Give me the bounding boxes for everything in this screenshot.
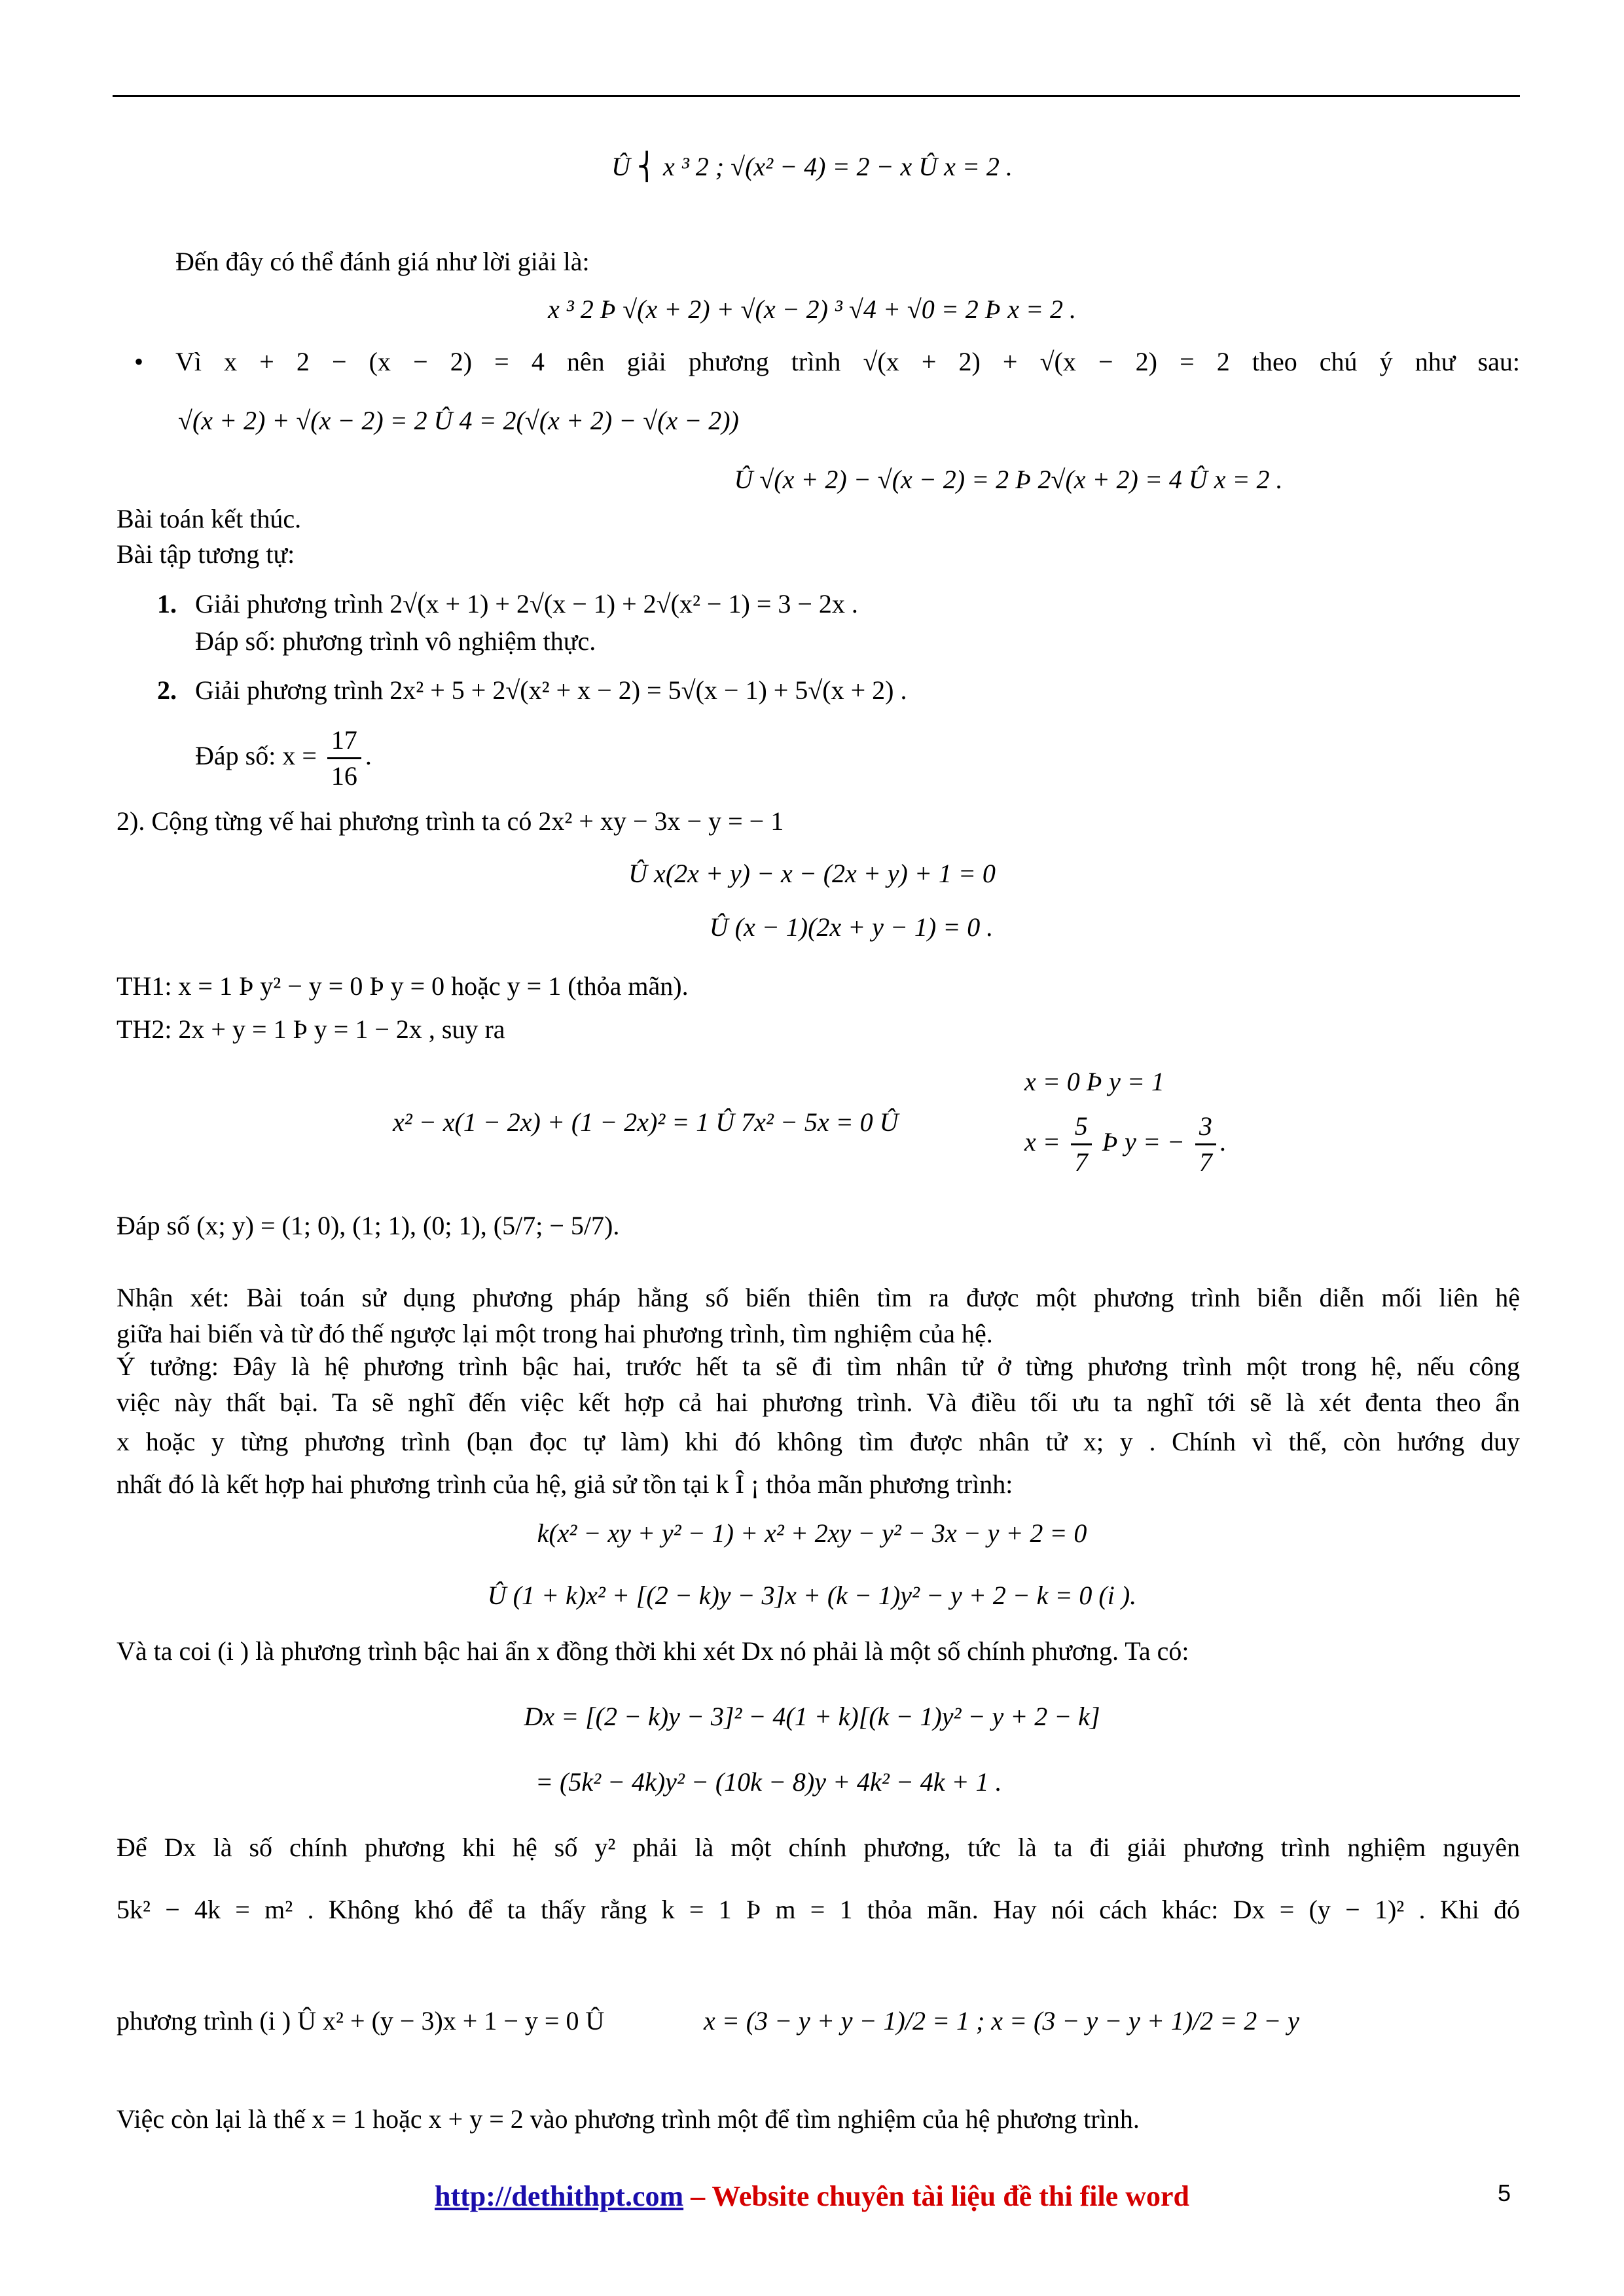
equation-line: Û x(2x + y) − x − (2x + y) + 1 = 0 — [628, 859, 996, 888]
page-number: 5 — [1498, 2179, 1511, 2206]
fraction-numerator: 5 — [1071, 1109, 1092, 1145]
footer-link[interactable]: http://dethithpt.com — [435, 2180, 684, 2212]
text-line: Và ta coi (i ) là phương trình bậc hai ẩn x đồng thời khi xét Dx nó phải là một số chính phương. Ta có: — [117, 1636, 1189, 1666]
footer-tagline: – Website chuyên tài liệu đề thi file word — [683, 2180, 1189, 2212]
answer-line: Đáp số (x; y) = (1; 0), (1; 1), (0; 1), (5/7; − 5/7). — [117, 1211, 620, 1240]
fraction-denominator: 7 — [1074, 1147, 1088, 1177]
text-line: Bài tập tương tự: — [117, 539, 295, 569]
case-line: x = 0 Þ y = 1 — [1024, 1067, 1164, 1096]
text-line: TH1: x = 1 Þ y² − y = 0 Þ y = 0 hoặc y = 1 (thỏa mãn). — [117, 971, 689, 1001]
case-fraction — [1071, 1109, 1092, 1179]
text-line: Nhận xét: Bài toán sử dụng phương pháp hằng số biến thiên tìm ra được một phương trình biễn diễn mối liên hệ — [117, 1283, 1520, 1312]
equation-line: x ³ 2 Þ √(x + 2) + √(x − 2) ³ √4 + √0 = 2 Þ x = 2 . — [548, 295, 1076, 324]
text-line: Việc còn lại là thế x = 1 hoặc x + y = 2 vào phương trình một để tìm nghiệm của hệ phương trình. — [117, 2104, 1140, 2134]
answer-line: Đáp số: x = $\frac{17}{16}$ . — [195, 720, 372, 793]
case-fraction-2 — [1195, 1109, 1216, 1179]
fraction-denominator: 16 — [331, 761, 357, 791]
list-number: 2. — [157, 675, 177, 705]
equation-line: Û √(x + 2) − √(x − 2) = 2 Þ 2√(x + 2) = 4 Û x = 2 . — [734, 465, 1283, 494]
answer-fraction — [327, 723, 361, 793]
text-line: Bài toán kết thúc. — [117, 504, 302, 533]
case-line: x = $\frac{5}{7}$ Þ y = − $\frac{3}{7}$ . — [1024, 1106, 1227, 1179]
equation-line: √(x + 2) + √(x − 2) = 2 Û 4 = 2(√(x + 2) − √(x − 2)) — [178, 406, 739, 435]
text-line: việc này thất bại. Ta sẽ nghĩ đến việc kết hợp cả hai phương trình. Và điều tối ưu ta nghĩ tới sẽ là xét đenta theo ẩn — [117, 1388, 1520, 1417]
text-line: giữa hai biến và từ đó thế ngược lại một trong hai phương trình, tìm nghiệm của hệ. — [117, 1319, 993, 1348]
equation-line: Û ⎨ x ³ 2 ; √(x² − 4) = 2 − x Û x = 2 . — [611, 152, 1013, 181]
equation-line: Û (x − 1)(2x + y − 1) = 0 . — [709, 912, 994, 942]
text-line: Đến đây có thể đánh giá như lời giải là: — [175, 247, 590, 276]
case-line: x = (3 − y + y − 1)/2 = 1 ; x = (3 − y − y + 1)/2 = 2 − y — [704, 2006, 1300, 2036]
case-mid: Þ y = − — [1102, 1127, 1185, 1157]
text-line: TH2: 2x + y = 1 Þ y = 1 − 2x , suy ra — [117, 1014, 505, 1044]
equation-line: k(x² − xy + y² − 1) + x² + 2xy − y² − 3x − y + 2 = 0 — [537, 1518, 1087, 1548]
text-line: 2). Cộng từng vế hai phương trình ta có 2x² + xy − 3x − y = − 1 — [117, 806, 784, 836]
equation-line: x² − x(1 − 2x) + (1 − 2x)² = 1 Û 7x² − 5x = 0 Û — [393, 1107, 899, 1137]
text-line: x hoặc y từng phương trình (bạn đọc tự làm) khi đó không tìm được nhân tử x; y . Chính vì thế, còn hướng duy — [117, 1427, 1520, 1456]
equation-line: = (5k² − 4k)y² − (10k − 8)y + 4k² − 4k + 1 . — [535, 1767, 1002, 1797]
text-line: phương trình (i ) Û x² + (y − 3)x + 1 − y = 0 Û — [117, 2006, 605, 2036]
footer — [0, 2179, 1624, 2213]
text-line: Đáp số: phương trình vô nghiệm thực. — [195, 626, 596, 656]
list-item: Giải phương trình 2√(x + 1) + 2√(x − 1) + 2√(x² − 1) = 3 − 2x . — [195, 589, 858, 619]
text-line: nhất đó là kết hợp hai phương trình của hệ, giả sử tồn tại k Î ¡ thỏa mãn phương trình: — [117, 1469, 1013, 1499]
text-line: Vì x + 2 − (x − 2) = 4 nên giải phương trình √(x + 2) + √(x − 2) = 2 theo chú ý như sau: — [175, 347, 1520, 376]
text-line: Ý tưởng: Đây là hệ phương trình bậc hai, trước hết ta sẽ đi tìm nhân tử ở từng phương trình một trong hệ, nếu công — [117, 1352, 1520, 1381]
equation-line: Dx = [(2 − k)y − 3]² − 4(1 + k)[(k − 1)y² − y + 2 − k] — [524, 1702, 1100, 1731]
text-line: 5k² − 4k = m² . Không khó để ta thấy rằng k = 1 Þ m = 1 thỏa mãn. Hay nói cách khác: Dx = (y − 1)² . Khi đó — [117, 1895, 1520, 1924]
case-prefix: x = — [1024, 1127, 1060, 1157]
header-rule — [113, 95, 1520, 97]
fraction-denominator: 7 — [1199, 1147, 1212, 1177]
bullet-icon: • — [134, 347, 144, 376]
fraction-numerator: 3 — [1195, 1109, 1216, 1145]
list-item: Giải phương trình 2x² + 5 + 2√(x² + x − 2) = 5√(x − 1) + 5√(x + 2) . — [195, 675, 907, 705]
fraction-numerator: 17 — [327, 723, 361, 759]
text-line: Để Dx là số chính phương khi hệ số y² phải là một chính phương, tức là ta đi giải phương trình nghiệm nguyên — [117, 1833, 1520, 1862]
equation-line: Û (1 + k)x² + [(2 − k)y − 3]x + (k − 1)y² − y + 2 − k = 0 (i ). — [487, 1581, 1137, 1610]
answer-label: Đáp số: x = — [195, 741, 317, 770]
list-number: 1. — [157, 589, 177, 619]
